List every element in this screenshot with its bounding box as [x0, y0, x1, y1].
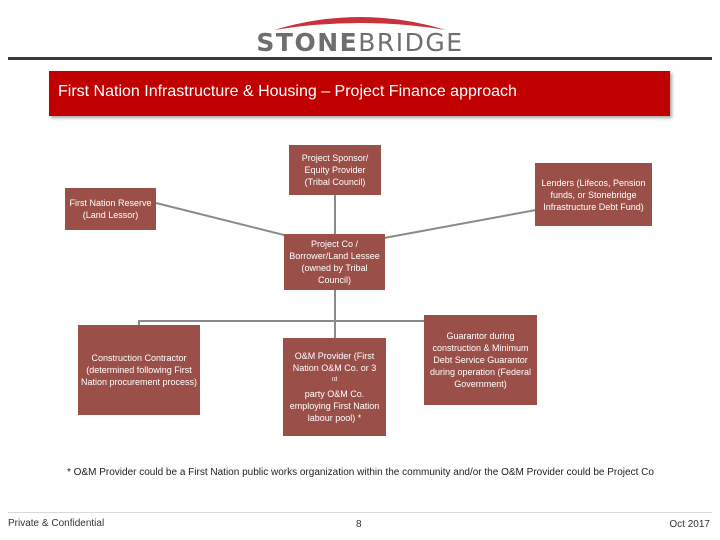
construction-contractor-label: Construction Contractor (determined following First Nation procurement process): [80, 353, 198, 387]
footer-confidential: Private & Confidential: [8, 518, 105, 529]
footnote: * O&M Provider could be a First Nation public works organization within the community and/or the O&M Provider could be Project Co: [67, 467, 654, 478]
lenders-box: [535, 163, 652, 226]
line-lenders-to-projectco: [384, 210, 536, 238]
logo-text-light: BRIDGE: [358, 28, 464, 57]
om-provider-sup: rd: [331, 377, 338, 383]
guarantor-label: Guarantor during construction & Minimum Debt Service Guarantor during operation (Federal Government): [429, 331, 532, 389]
project-co-box: [284, 234, 385, 290]
om-provider-text-2: party O&M Co. employing First Nation labour pool) *: [289, 389, 380, 423]
project-sponsor-box: [289, 145, 381, 195]
footer-rule: [8, 512, 712, 513]
first-nation-reserve-label: First Nation Reserve (Land Lessor): [69, 198, 152, 220]
footer-page-number: 8: [356, 519, 362, 530]
footer-date: Oct 2017: [669, 519, 710, 530]
project-sponsor-label: Project Sponsor/ Equity Provider (Tribal Council): [301, 153, 369, 187]
project-co-label: Project Co / Borrower/Land Lessee (owned by Tribal Council): [289, 239, 380, 285]
logo-text-bold: STONE: [256, 28, 359, 57]
lenders-label: Lenders (Lifecos, Pension funds, or Stonebridge Infrastructure Debt Fund): [541, 177, 646, 212]
om-provider-text-1: O&M Provider (First Nation O&M Co. or 3: [292, 351, 377, 373]
guarantor-box: [424, 315, 537, 405]
om-provider-label: [285, 350, 384, 424]
om-provider-box: [283, 338, 386, 436]
slide-title: First Nation Infrastructure & Housing – Project Finance approach: [58, 83, 517, 100]
first-nation-reserve-box: [65, 188, 156, 230]
construction-contractor-box: [78, 325, 200, 415]
line-reserve-to-projectco: [156, 203, 288, 236]
